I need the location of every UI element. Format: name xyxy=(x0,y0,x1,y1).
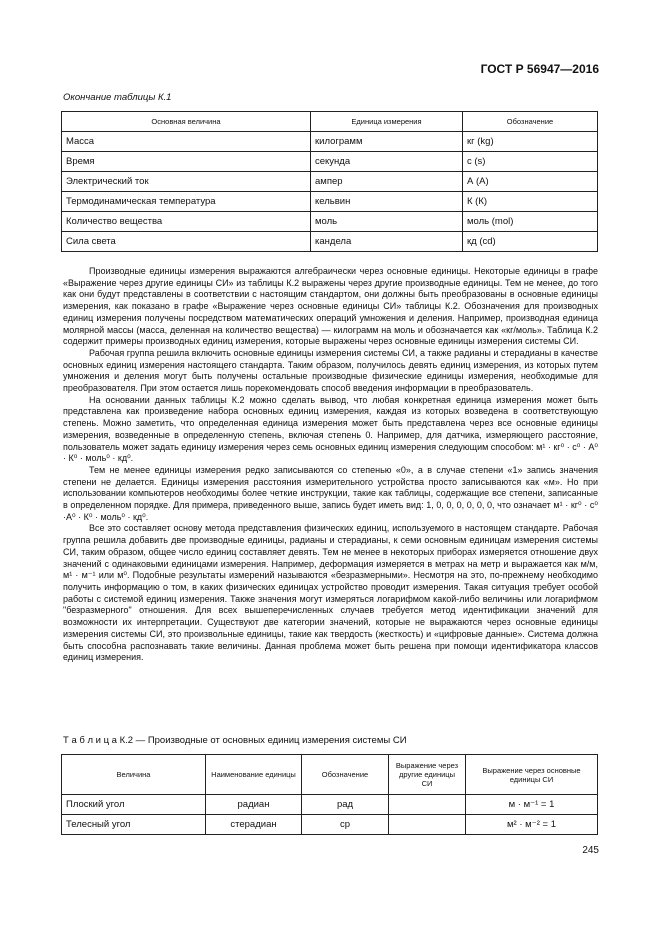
table-row xyxy=(62,192,598,212)
table-cell: ср xyxy=(302,815,389,835)
table-cell: секунда xyxy=(311,152,463,172)
column-header: Обозначение xyxy=(463,112,598,132)
table-cell: ампер xyxy=(311,172,463,192)
column-header: Единица измерения xyxy=(311,112,463,132)
column-header: Обозначение xyxy=(302,755,389,795)
table-cell: радиан xyxy=(206,795,302,815)
table-cell: Плоский угол xyxy=(62,795,206,815)
column-header: Выражение через другие единицы СИ xyxy=(389,755,466,795)
table-cell: кд (cd) xyxy=(463,232,598,252)
paragraph: На основании данных таблицы К.2 можно сделать вывод, что любая конкретная единица измерения может быть представлена как произведение набора основных единиц измерения, каждая из которых возведена в соответствующую степень. Можно заметить, что определенная единица измерения может быть представлена через все основные единицы измерения, возведенные в определенную степень, включая степень 0. Например, для датчика, измеряющего расстояние, пользователь может задать единицу измерения через семь основных единиц измерения следующим способом: м¹ · кг⁰ · с⁰ · А⁰ · К⁰ · моль⁰ · кд⁰. xyxy=(63,394,598,464)
table-row xyxy=(62,152,598,172)
table-cell: моль (mol) xyxy=(463,212,598,232)
table-header-row xyxy=(62,755,598,795)
table-row xyxy=(62,815,598,835)
table-cell: Сила света xyxy=(62,232,311,252)
table1-caption: Окончание таблицы К.1 xyxy=(63,92,172,103)
column-header: Основная величина xyxy=(62,112,311,132)
table-cell: Масса xyxy=(62,132,311,152)
table-cell: м² · м⁻² = 1 xyxy=(466,815,598,835)
table-cell xyxy=(389,795,466,815)
table-cell: стерадиан xyxy=(206,815,302,835)
standard-number: ГОСТ Р 56947—2016 xyxy=(480,62,599,76)
paragraph: Рабочая группа решила включить основные единицы измерения системы СИ, а также радианы и стерадианы в качестве основных единиц измерения настоящего стандарта. Таким образом, получилось девять единиц измерения, из которых путем умножения и деления могут быть получены остальные производные физические единицы измерения, необходимые для преобразователя. При этом остается лишь порекомендовать способ введения информации в преобразователь. xyxy=(63,347,598,394)
table-cell: килограмм xyxy=(311,132,463,152)
table-cell: Количество вещества xyxy=(62,212,311,232)
body-text xyxy=(63,266,598,664)
column-header: Величина xyxy=(62,755,206,795)
table-header-row xyxy=(62,112,598,132)
table-cell: м · м⁻¹ = 1 xyxy=(466,795,598,815)
table-cell: Телесный угол xyxy=(62,815,206,835)
table2-caption: Т а б л и ц а К.2 — Производные от основных единиц измерения системы СИ xyxy=(63,735,407,746)
table-cell: Термодинамическая температура xyxy=(62,192,311,212)
paragraph: Производные единицы измерения выражаются алгебраически через основные единицы. Некоторые единицы в графе «Выражение через другие единицы СИ» из таблицы К.2 выражены через другие производные единицы. Тем не менее, до того как они будут представлены в соответствии с настоящим стандартом, они должны быть преобразованы в основные единицы измерения, как показано в графе «Выражение через основные единицы СИ» таблицы К.2. Обозначения для производных единиц измерения получены посредством математических операций умножения и деления. Например, производная единица молярной массы (масса, деленная на количество вещества) — килограмм на моль и обозначается как «кг/моль». Таблица К.2 содержит примеры производных единиц измерения, которые выражены через основные единицы измерения системы СИ. xyxy=(63,266,598,347)
table-cell: Электрический ток xyxy=(62,172,311,192)
table-row xyxy=(62,212,598,232)
table-row xyxy=(62,172,598,192)
table-cell: Время xyxy=(62,152,311,172)
table-cell: кандела xyxy=(311,232,463,252)
column-header: Выражение через основные единицы СИ xyxy=(466,755,598,795)
base-units-table xyxy=(61,111,598,252)
table-cell: А (А) xyxy=(463,172,598,192)
table-cell: моль xyxy=(311,212,463,232)
table-row xyxy=(62,795,598,815)
page-number: 245 xyxy=(582,845,599,856)
table-cell: рад xyxy=(302,795,389,815)
table-cell: кельвин xyxy=(311,192,463,212)
table-cell: кг (kg) xyxy=(463,132,598,152)
column-header: Наименование единицы xyxy=(206,755,302,795)
table-cell xyxy=(389,815,466,835)
table-row xyxy=(62,232,598,252)
derived-units-table xyxy=(61,754,598,835)
paragraph: Тем не менее единицы измерения редко записываются со степенью «0», а в случае степени «1» запись значения степени не делается. Единицы измерения расстояния измерительного устройства просто записываются как «м». Но при использовании компьютеров необходимы более четкие инструкции, такие как таблицы, содержащие все степени, записанные в определенном порядке. Для примера, приведенного выше, запись будет иметь вид: 1, 0, 0, 0, 0, 0, 0, что означает м¹ · кг⁰ · с⁰ ·А⁰ · К⁰ · моль⁰ · кд⁰. xyxy=(63,464,598,522)
table-cell: К (К) xyxy=(463,192,598,212)
table-cell: с (s) xyxy=(463,152,598,172)
paragraph: Все это составляет основу метода представления физических единиц, используемого в настоящем стандарте. Рабочая группа решила добавить две производные единицы, радианы и стерадианы, к семи основным единицам измерения системы СИ, таким образом, общее число единиц составляет девять. Тем не менее в некоторых приборах измеряется отношение двух значений с одинаковыми единицами измерения. Например, деформация измеряется в метрах на метр и выражается как м/м, м¹ · м⁻¹ или м⁰. Подобные результаты измерений называются «безразмерными». Несмотря на это, по-прежнему необходимо получить информацию о том, в каких физических единицах устройство проводит измерения. Такая ситуация требует особой работы с системой единиц измерения. Также значения могут измеряться логарифмом какой-либо величины или логарифмом "безразмерного" отношения. Для всех вышеперечисленных случаев требуется метод идентификации значений для возможности их интерпретации. Существуют две категории значений, которые не выражаются через основные единицы измерения системы СИ, это произвольные единицы, такие как твердость (жесткость) и «цифровые данные». Система должна быть способна распознавать такие величины. Данная проблема может быть решена при помощи идентификатора классов единиц измерения. xyxy=(63,523,598,663)
table-row xyxy=(62,132,598,152)
